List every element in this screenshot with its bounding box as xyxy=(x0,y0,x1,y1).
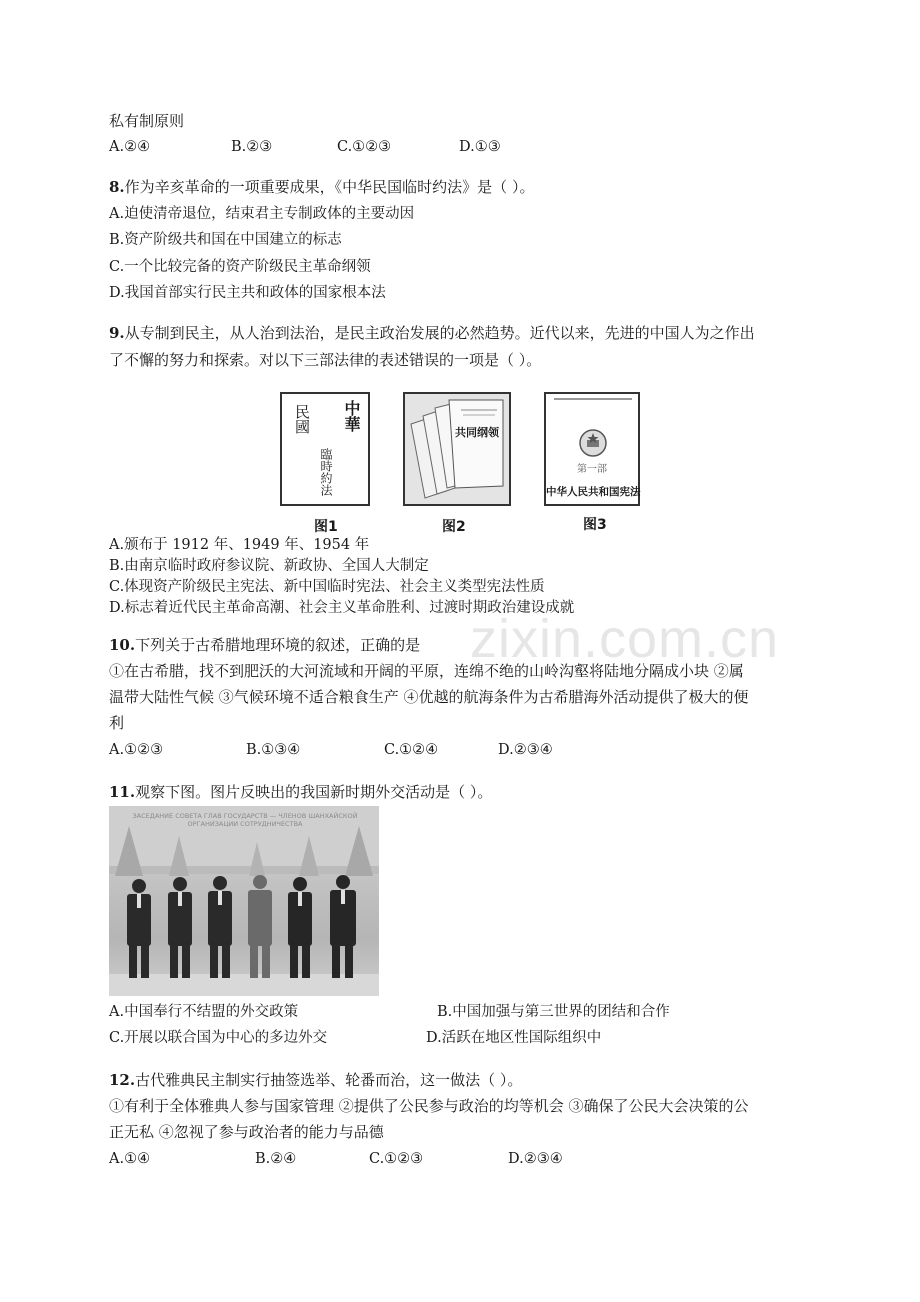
figure-1-cover xyxy=(280,392,370,506)
q8-stem-text: 作为辛亥革命的一项重要成果，《中华民国临时约法》是（ ）。 xyxy=(124,178,535,196)
figure-2-book-title: 共同纲领 xyxy=(455,426,499,439)
q12-option-c[interactable]: C.①②③ xyxy=(369,1151,424,1167)
watermark: zixin.com.cn xyxy=(470,609,780,669)
q11-option-a[interactable]: A.中国奉行不结盟的外交政策 xyxy=(109,1004,299,1020)
figure-2-photo xyxy=(403,392,511,506)
photo-people-illustration xyxy=(109,806,379,996)
q10-option-c[interactable]: C.①②④ xyxy=(384,742,439,758)
photo-banner-text: ЗАСЕДАНИЕ СОВЕТА ГЛАВ ГОСУДАРСТВ — ЧЛЕНОВ ШАНХАЙСКОЙ ОРГАНИЗАЦИИ СОТРУДНИЧЕСТВА xyxy=(132,812,358,828)
q9-option-a[interactable]: A.颁布于 1912 年、1949 年、1954 年 xyxy=(109,537,370,553)
q10-stem xyxy=(109,635,420,655)
figure-1-caption: 图1 xyxy=(314,519,338,535)
figure-1-title-left: 民國 xyxy=(293,404,311,434)
figure-3-part-label: 第一部 xyxy=(577,464,607,475)
q8-option-b[interactable]: B.资产阶级共和国在中国建立的标志 xyxy=(109,232,342,248)
q8-number: 8. xyxy=(109,178,125,196)
q9-option-c[interactable]: C.体现资产阶级民主宪法、新中国临时宪法、社会主义类型宪法性质 xyxy=(109,579,545,595)
q12-stem xyxy=(109,1070,522,1090)
q8-option-c[interactable]: C.一个比较完备的资产阶级民主革命纲领 xyxy=(109,259,371,275)
q12-body-line1: ①有利于全体雅典人参与国家管理 ②提供了公民参与政治的均等机会 ③确保了公民大会决策的公 xyxy=(109,1097,749,1115)
figure-3-cover xyxy=(544,392,640,506)
q11-photo-leaders xyxy=(109,806,379,996)
q9-stem-line2: 了不懈的努力和探索。对以下三部法律的表述错误的一项是（ ）。 xyxy=(109,351,542,369)
q12-number: 12. xyxy=(109,1071,136,1089)
q11-option-b[interactable]: B.中国加强与第三世界的团结和合作 xyxy=(437,1004,670,1020)
q9-stem-text: 从专制到民主，从人治到法治，是民主政治发展的必然趋势。近代以来，先进的中国人为之作出 xyxy=(124,324,755,342)
q9-stem-line1 xyxy=(109,323,755,343)
q7-option-a[interactable]: A.②④ xyxy=(109,139,151,155)
q12-stem-text: 古代雅典民主制实行抽签选举、轮番而治，这一做法（ ）。 xyxy=(135,1071,523,1089)
national-emblem-icon xyxy=(578,428,608,458)
figure-3-caption: 图3 xyxy=(583,517,607,533)
q10-option-d[interactable]: D.②③④ xyxy=(498,742,553,758)
figure-2-caption: 图2 xyxy=(442,519,466,535)
q9-option-d[interactable]: D.标志着近代民主革命高潮、社会主义革命胜利、过渡时期政治建设成就 xyxy=(109,600,575,616)
q12-option-a[interactable]: A.①④ xyxy=(109,1151,151,1167)
q10-option-a[interactable]: A.①②③ xyxy=(109,742,164,758)
q8-stem xyxy=(109,177,534,197)
q11-number: 11. xyxy=(109,783,136,801)
figure-2-books-illustration xyxy=(405,394,509,504)
q8-option-a[interactable]: A.迫使清帝退位，结束君主专制政体的主要动因 xyxy=(109,206,415,222)
q10-stem-text: 下列关于古希腊地理环境的叙述，正确的是 xyxy=(135,636,421,654)
q10-body-line2: 温带大陆性气候 ③气候环境不适合粮食生产 ④优越的航海条件为古希腊海外活动提供了极大的便 xyxy=(109,688,749,706)
q7-tail: 私有制原则 xyxy=(109,112,185,130)
q9-number: 9. xyxy=(109,324,125,342)
q12-body-line2: 正无私 ④忽视了参与政治者的能力与品德 xyxy=(109,1123,384,1141)
q10-body-line3: 利 xyxy=(109,714,125,732)
q9-option-b[interactable]: B.由南京临时政府参议院、新政协、全国人大制定 xyxy=(109,558,429,574)
q10-body-line1: ①在古希腊，找不到肥沃的大河流域和开阔的平原，连绵不绝的山岭沟壑将陆地分隔成小块 ②属 xyxy=(109,662,744,680)
figure-1-subtitle: 臨時約法 xyxy=(319,448,333,496)
figure-1-title-right: 中華 xyxy=(342,400,361,432)
q11-stem xyxy=(109,782,492,802)
q11-stem-text: 观察下图。图片反映出的我国新时期外交活动是（ ）。 xyxy=(135,783,493,801)
q11-option-c[interactable]: C.开展以联合国为中心的多边外交 xyxy=(109,1030,328,1046)
q7-option-d[interactable]: D.①③ xyxy=(459,139,501,155)
q12-option-b[interactable]: B.②④ xyxy=(255,1151,297,1167)
q10-option-b[interactable]: B.①③④ xyxy=(246,742,301,758)
q12-option-d[interactable]: D.②③④ xyxy=(508,1151,563,1167)
q8-option-d[interactable]: D.我国首部实行民主共和政体的国家根本法 xyxy=(109,285,386,301)
q11-option-d[interactable]: D.活跃在地区性国际组织中 xyxy=(426,1030,602,1046)
q7-option-c[interactable]: C.①②③ xyxy=(337,139,392,155)
q10-number: 10. xyxy=(109,636,136,654)
figure-3-title: 中华人民共和国宪法 xyxy=(546,486,641,498)
q7-option-b[interactable]: B.②③ xyxy=(231,139,273,155)
figure-3-top-rule xyxy=(554,398,632,400)
